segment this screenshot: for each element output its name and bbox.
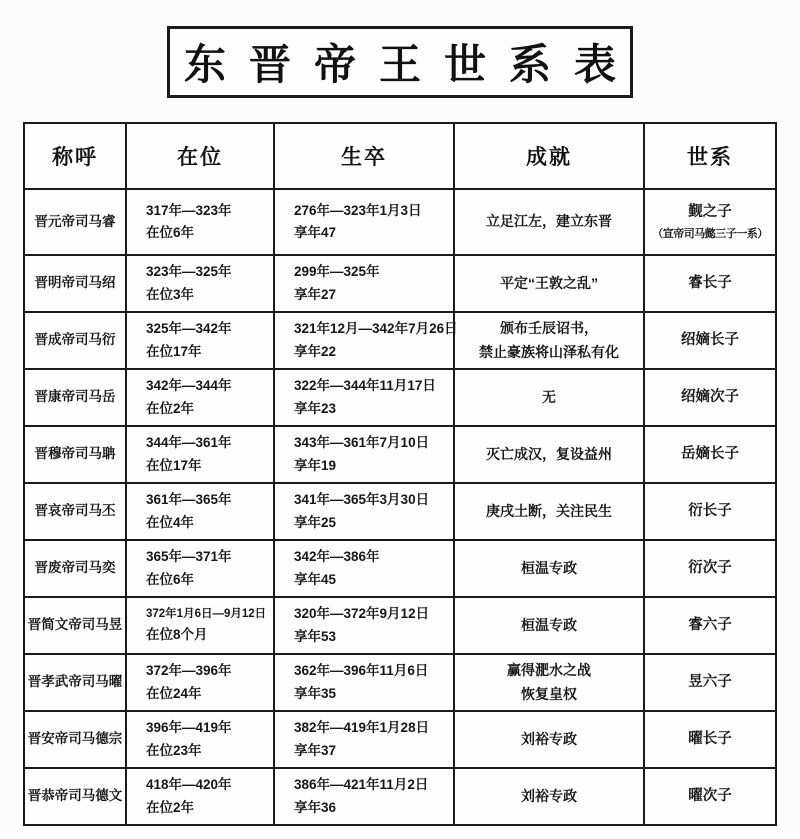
life-cell: 386年—421年11月2日 享年36 <box>274 768 454 825</box>
title-cell: 晋穆帝司马聃 <box>24 426 126 483</box>
table-row <box>24 189 776 255</box>
title-cell: 晋成帝司马衍 <box>24 312 126 369</box>
life-cell: 299年—325年 享年27 <box>274 255 454 312</box>
table-row <box>24 711 776 768</box>
table-row <box>24 312 776 369</box>
reign-cell: 365年—371年 在位6年 <box>126 540 274 597</box>
life-cell: 382年—419年1月28日 享年37 <box>274 711 454 768</box>
reign-cell: 342年—344年 在位2年 <box>126 369 274 426</box>
achievement-cell: 无 <box>454 369 644 426</box>
genealogy-table <box>23 122 777 826</box>
reign-cell: 396年—419年 在位23年 <box>126 711 274 768</box>
achievement-cell: 刘裕专政 <box>454 711 644 768</box>
title-cell: 晋简文帝司马昱 <box>24 597 126 654</box>
header-lineage: 世系 <box>644 123 776 189</box>
life-cell: 276年—323年1月3日 享年47 <box>274 189 454 255</box>
header-title: 称呼 <box>24 123 126 189</box>
title-cell: 晋废帝司马奕 <box>24 540 126 597</box>
achievement-cell: 桓温专政 <box>454 540 644 597</box>
table-row <box>24 597 776 654</box>
life-cell: 343年—361年7月10日 享年19 <box>274 426 454 483</box>
title-cell: 晋明帝司马绍 <box>24 255 126 312</box>
lineage-cell: 绍嫡长子 <box>644 312 776 369</box>
table-row <box>24 768 776 825</box>
title-cell: 晋哀帝司马丕 <box>24 483 126 540</box>
life-cell: 320年—372年9月12日 享年53 <box>274 597 454 654</box>
lineage-cell: 绍嫡次子 <box>644 369 776 426</box>
achievement-cell: 赢得淝水之战 恢复皇权 <box>454 654 644 711</box>
achievement-cell: 平定“王敦之乱” <box>454 255 644 312</box>
table-row <box>24 540 776 597</box>
lineage-cell: 觐之子 （宣帝司马懿三子一系） <box>644 189 776 255</box>
lineage-cell: 睿长子 <box>644 255 776 312</box>
header-reign: 在位 <box>126 123 274 189</box>
table-row <box>24 255 776 312</box>
reign-cell: 372年—396年 在位24年 <box>126 654 274 711</box>
life-cell: 342年—386年 享年45 <box>274 540 454 597</box>
lineage-cell: 昱六子 <box>644 654 776 711</box>
lineage-cell: 曜次子 <box>644 768 776 825</box>
header-achievement: 成就 <box>454 123 644 189</box>
achievement-cell: 颁布壬辰诏书， 禁止豪族将山泽私有化 <box>454 312 644 369</box>
title-cell: 晋康帝司马岳 <box>24 369 126 426</box>
reign-cell: 323年—325年 在位3年 <box>126 255 274 312</box>
achievement-cell: 立足江左，建立东晋 <box>454 189 644 255</box>
life-cell: 321年12月—342年7月26日 享年22 <box>274 312 454 369</box>
achievement-cell: 刘裕专政 <box>454 768 644 825</box>
title-cell: 晋元帝司马睿 <box>24 189 126 255</box>
title-cell: 晋安帝司马德宗 <box>24 711 126 768</box>
reign-cell: 325年—342年 在位17年 <box>126 312 274 369</box>
achievement-cell: 庚戌土断，关注民生 <box>454 483 644 540</box>
achievement-cell: 桓温专政 <box>454 597 644 654</box>
title-box <box>167 26 639 98</box>
table-row <box>24 483 776 540</box>
lineage-cell: 衍次子 <box>644 540 776 597</box>
header-row <box>24 123 776 189</box>
achievement-cell: 灭亡成汉，复设益州 <box>454 426 644 483</box>
reign-cell: 372年1月6日—9月12日 在位8个月 <box>126 597 274 654</box>
header-life: 生卒 <box>274 123 454 189</box>
title-cell: 晋孝武帝司马曜 <box>24 654 126 711</box>
table-row <box>24 654 776 711</box>
life-cell: 362年—396年11月6日 享年35 <box>274 654 454 711</box>
page-title: 东晋帝王世系表 <box>183 41 639 88</box>
reign-cell: 317年—323年 在位6年 <box>126 189 274 255</box>
title-cell: 晋恭帝司马德文 <box>24 768 126 825</box>
table-row <box>24 426 776 483</box>
life-cell: 322年—344年11月17日 享年23 <box>274 369 454 426</box>
reign-cell: 344年—361年 在位17年 <box>126 426 274 483</box>
lineage-cell: 睿六子 <box>644 597 776 654</box>
reign-cell: 418年—420年 在位2年 <box>126 768 274 825</box>
table-row <box>24 369 776 426</box>
lineage-cell: 曜长子 <box>644 711 776 768</box>
life-cell: 341年—365年3月30日 享年25 <box>274 483 454 540</box>
lineage-cell: 岳嫡长子 <box>644 426 776 483</box>
lineage-cell: 衍长子 <box>644 483 776 540</box>
reign-cell: 361年—365年 在位4年 <box>126 483 274 540</box>
